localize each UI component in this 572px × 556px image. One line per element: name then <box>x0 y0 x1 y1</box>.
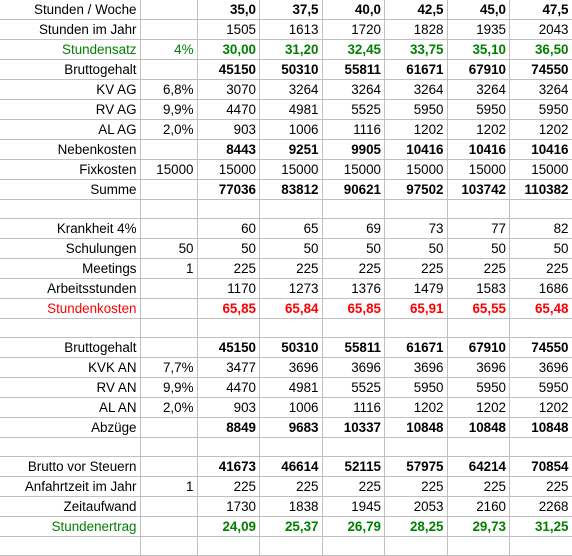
value-cell[interactable]: 26,79 <box>322 517 385 537</box>
table-row <box>0 180 572 200</box>
value-cell[interactable]: 3696 <box>385 358 448 378</box>
value-cell[interactable]: 5950 <box>510 378 572 398</box>
value-cell[interactable]: 65,55 <box>447 299 510 319</box>
value-cell[interactable]: 1505 <box>197 20 260 40</box>
value-cell[interactable]: 83812 <box>260 180 323 200</box>
parameter-cell[interactable]: 1 <box>140 259 197 279</box>
value-cell[interactable]: 225 <box>322 259 385 279</box>
value-cell[interactable]: 225 <box>447 477 510 497</box>
value-cell[interactable]: 45150 <box>197 338 260 358</box>
value-cell[interactable]: 1613 <box>260 20 323 40</box>
value-cell[interactable]: 5525 <box>322 378 385 398</box>
value-cell[interactable]: 10416 <box>385 140 448 160</box>
value-cell[interactable]: 1686 <box>510 279 572 299</box>
parameter-cell[interactable] <box>140 517 197 537</box>
value-cell[interactable]: 1202 <box>447 398 510 418</box>
table-row <box>0 398 572 418</box>
table-row <box>0 358 572 378</box>
table-row <box>0 378 572 398</box>
value-cell[interactable]: 65,85 <box>322 299 385 319</box>
value-cell[interactable]: 50 <box>447 239 510 259</box>
value-cell[interactable]: 5525 <box>322 100 385 120</box>
value-cell[interactable]: 103742 <box>447 180 510 200</box>
value-cell[interactable]: 73 <box>385 219 448 239</box>
value-cell[interactable]: 4470 <box>197 100 260 120</box>
empty-cell[interactable] <box>140 200 197 219</box>
value-cell[interactable]: 37,5 <box>260 0 323 20</box>
parameter-cell[interactable]: 15000 <box>140 160 197 180</box>
empty-cell[interactable] <box>0 200 140 219</box>
value-cell[interactable]: 3070 <box>197 80 260 100</box>
value-cell[interactable]: 225 <box>322 477 385 497</box>
empty-cell[interactable] <box>510 200 572 219</box>
parameter-cell[interactable] <box>140 0 197 20</box>
value-cell[interactable]: 40,0 <box>322 0 385 20</box>
value-cell[interactable]: 25,37 <box>260 517 323 537</box>
value-cell[interactable]: 31,25 <box>510 517 572 537</box>
value-cell[interactable]: 10416 <box>447 140 510 160</box>
parameter-cell[interactable]: 7,7% <box>140 358 197 378</box>
value-cell[interactable]: 3264 <box>447 80 510 100</box>
parameter-cell[interactable]: 1 <box>140 477 197 497</box>
parameter-cell[interactable] <box>140 20 197 40</box>
value-cell[interactable]: 29,73 <box>447 517 510 537</box>
row-label-cell[interactable]: Bruttogehalt <box>0 60 140 80</box>
value-cell[interactable]: 36,50 <box>510 40 572 60</box>
empty-cell[interactable] <box>385 537 448 556</box>
value-cell[interactable]: 50310 <box>260 338 323 358</box>
empty-cell[interactable] <box>322 537 385 556</box>
value-cell[interactable]: 50 <box>197 239 260 259</box>
value-cell[interactable]: 50 <box>510 239 572 259</box>
row-label-cell[interactable]: Stundenkosten <box>0 299 140 319</box>
empty-cell[interactable] <box>510 319 572 338</box>
parameter-cell[interactable] <box>140 60 197 80</box>
empty-cell[interactable] <box>510 537 572 556</box>
value-cell[interactable]: 35,10 <box>447 40 510 60</box>
row-label-cell[interactable]: Zeitaufwand <box>0 497 140 517</box>
row-label-cell[interactable]: Nebenkosten <box>0 140 140 160</box>
empty-cell[interactable] <box>260 200 323 219</box>
value-cell[interactable]: 55811 <box>322 338 385 358</box>
spacer-row <box>0 319 572 338</box>
value-cell[interactable]: 10848 <box>385 418 448 438</box>
empty-cell[interactable] <box>140 537 197 556</box>
row-label-cell[interactable]: Bruttogehalt <box>0 338 140 358</box>
parameter-cell[interactable]: 2,0% <box>140 398 197 418</box>
table-row <box>0 418 572 438</box>
row-label-cell[interactable]: Brutto vor Steuern <box>0 457 140 477</box>
empty-cell[interactable] <box>140 438 197 457</box>
value-cell[interactable]: 67910 <box>447 338 510 358</box>
row-label-cell[interactable]: KVK AN <box>0 358 140 378</box>
value-cell[interactable]: 4981 <box>260 378 323 398</box>
value-cell[interactable]: 74550 <box>510 338 572 358</box>
value-cell[interactable]: 225 <box>385 259 448 279</box>
value-cell[interactable]: 903 <box>197 398 260 418</box>
value-cell[interactable]: 61671 <box>385 338 448 358</box>
value-cell[interactable]: 65,85 <box>197 299 260 319</box>
value-cell[interactable]: 1116 <box>322 120 385 140</box>
parameter-cell[interactable]: 4% <box>140 40 197 60</box>
value-cell[interactable]: 82 <box>510 219 572 239</box>
parameter-cell[interactable] <box>140 497 197 517</box>
parameter-cell[interactable] <box>140 418 197 438</box>
row-label-cell[interactable]: Krankheit 4% <box>0 219 140 239</box>
value-cell[interactable]: 15000 <box>510 160 572 180</box>
empty-cell[interactable] <box>510 438 572 457</box>
value-cell[interactable]: 3264 <box>322 80 385 100</box>
value-cell[interactable]: 1202 <box>510 120 572 140</box>
value-cell[interactable]: 1273 <box>260 279 323 299</box>
value-cell[interactable]: 50310 <box>260 60 323 80</box>
empty-cell[interactable] <box>322 200 385 219</box>
empty-cell[interactable] <box>197 319 260 338</box>
value-cell[interactable]: 1479 <box>385 279 448 299</box>
value-cell[interactable]: 903 <box>197 120 260 140</box>
row-label-cell[interactable]: AL AN <box>0 398 140 418</box>
value-cell[interactable]: 67910 <box>447 60 510 80</box>
table-row <box>0 100 572 120</box>
parameter-cell[interactable] <box>140 180 197 200</box>
value-cell[interactable]: 5950 <box>385 100 448 120</box>
row-label-cell[interactable]: Abzüge <box>0 418 140 438</box>
value-cell[interactable]: 1202 <box>385 398 448 418</box>
value-cell[interactable]: 69 <box>322 219 385 239</box>
value-cell[interactable]: 225 <box>197 477 260 497</box>
empty-cell[interactable] <box>322 438 385 457</box>
row-label-cell[interactable]: Stundenertrag <box>0 517 140 537</box>
empty-cell[interactable] <box>385 200 448 219</box>
value-cell[interactable]: 65,84 <box>260 299 323 319</box>
value-cell[interactable]: 3696 <box>260 358 323 378</box>
value-cell[interactable]: 1116 <box>322 398 385 418</box>
parameter-cell[interactable]: 9,9% <box>140 100 197 120</box>
value-cell[interactable]: 2268 <box>510 497 572 517</box>
value-cell[interactable]: 225 <box>510 259 572 279</box>
value-cell[interactable]: 31,20 <box>260 40 323 60</box>
table-row <box>0 140 572 160</box>
row-label-cell[interactable]: Arbeitsstunden <box>0 279 140 299</box>
value-cell[interactable]: 77036 <box>197 180 260 200</box>
value-cell[interactable]: 15000 <box>322 160 385 180</box>
empty-cell[interactable] <box>197 438 260 457</box>
value-cell[interactable]: 5950 <box>447 100 510 120</box>
value-cell[interactable]: 10848 <box>510 418 572 438</box>
value-cell[interactable]: 65,91 <box>385 299 448 319</box>
value-cell[interactable]: 64214 <box>447 457 510 477</box>
value-cell[interactable]: 15000 <box>447 160 510 180</box>
value-cell[interactable]: 74550 <box>510 60 572 80</box>
value-cell[interactable]: 3696 <box>510 358 572 378</box>
table-row <box>0 279 572 299</box>
value-cell[interactable]: 3696 <box>322 358 385 378</box>
table-row <box>0 338 572 358</box>
empty-cell[interactable] <box>0 319 140 338</box>
spacer-row <box>0 438 572 457</box>
empty-cell[interactable] <box>260 537 323 556</box>
value-cell[interactable]: 60 <box>197 219 260 239</box>
value-cell[interactable]: 2053 <box>385 497 448 517</box>
value-cell[interactable]: 28,25 <box>385 517 448 537</box>
table-row <box>0 20 572 40</box>
empty-cell[interactable] <box>447 200 510 219</box>
table-row <box>0 457 572 477</box>
value-cell[interactable]: 90621 <box>322 180 385 200</box>
row-label-cell[interactable]: Anfahrtzeit im Jahr <box>0 477 140 497</box>
value-cell[interactable]: 1202 <box>510 398 572 418</box>
value-cell[interactable]: 110382 <box>510 180 572 200</box>
value-cell[interactable]: 1202 <box>447 120 510 140</box>
value-cell[interactable]: 50 <box>385 239 448 259</box>
parameter-cell[interactable]: 50 <box>140 239 197 259</box>
value-cell[interactable]: 3477 <box>197 358 260 378</box>
table-row <box>0 160 572 180</box>
value-cell[interactable]: 3264 <box>260 80 323 100</box>
table-row <box>0 259 572 279</box>
value-cell[interactable]: 97502 <box>385 180 448 200</box>
table-row <box>0 120 572 140</box>
value-cell[interactable]: 41673 <box>197 457 260 477</box>
value-cell[interactable]: 9251 <box>260 140 323 160</box>
value-cell[interactable]: 1935 <box>447 20 510 40</box>
empty-cell[interactable] <box>385 438 448 457</box>
value-cell[interactable]: 15000 <box>260 160 323 180</box>
row-label-cell[interactable]: RV AN <box>0 378 140 398</box>
value-cell[interactable]: 42,5 <box>385 0 448 20</box>
row-label-cell[interactable]: Stunden / Woche <box>0 0 140 20</box>
row-label-cell[interactable]: Stundensatz <box>0 40 140 60</box>
value-cell[interactable]: 1583 <box>447 279 510 299</box>
value-cell[interactable]: 5950 <box>510 100 572 120</box>
value-cell[interactable]: 10416 <box>510 140 572 160</box>
row-label-cell[interactable]: Fixkosten <box>0 160 140 180</box>
empty-cell[interactable] <box>0 537 140 556</box>
spacer-row <box>0 537 572 556</box>
row-label-cell[interactable]: Meetings <box>0 259 140 279</box>
value-cell[interactable]: 50 <box>260 239 323 259</box>
empty-cell[interactable] <box>322 319 385 338</box>
row-label-cell[interactable]: Stunden im Jahr <box>0 20 140 40</box>
value-cell[interactable]: 2043 <box>510 20 572 40</box>
row-label-cell[interactable]: AL AG <box>0 120 140 140</box>
parameter-cell[interactable] <box>140 338 197 358</box>
parameter-cell[interactable] <box>140 279 197 299</box>
value-cell[interactable]: 15000 <box>197 160 260 180</box>
value-cell[interactable]: 1838 <box>260 497 323 517</box>
value-cell[interactable]: 9905 <box>322 140 385 160</box>
table-row <box>0 219 572 239</box>
parameter-cell[interactable] <box>140 457 197 477</box>
value-cell[interactable]: 65 <box>260 219 323 239</box>
table-row <box>0 517 572 537</box>
value-cell[interactable]: 65,48 <box>510 299 572 319</box>
value-cell[interactable]: 35,0 <box>197 0 260 20</box>
value-cell[interactable]: 1730 <box>197 497 260 517</box>
value-cell[interactable]: 3264 <box>385 80 448 100</box>
value-cell[interactable]: 1828 <box>385 20 448 40</box>
parameter-cell[interactable] <box>140 219 197 239</box>
value-cell[interactable]: 2160 <box>447 497 510 517</box>
value-cell[interactable]: 1720 <box>322 20 385 40</box>
value-cell[interactable]: 1006 <box>260 398 323 418</box>
value-cell[interactable]: 1006 <box>260 120 323 140</box>
value-cell[interactable]: 45,0 <box>447 0 510 20</box>
table-row <box>0 80 572 100</box>
value-cell[interactable]: 32,45 <box>322 40 385 60</box>
value-cell[interactable]: 57975 <box>385 457 448 477</box>
table-row <box>0 497 572 517</box>
value-cell[interactable]: 8443 <box>197 140 260 160</box>
value-cell[interactable]: 3264 <box>510 80 572 100</box>
empty-cell[interactable] <box>447 438 510 457</box>
value-cell[interactable]: 10337 <box>322 418 385 438</box>
value-cell[interactable]: 1170 <box>197 279 260 299</box>
value-cell[interactable]: 4470 <box>197 378 260 398</box>
empty-cell[interactable] <box>197 537 260 556</box>
empty-cell[interactable] <box>447 537 510 556</box>
value-cell[interactable]: 225 <box>447 259 510 279</box>
value-cell[interactable]: 55811 <box>322 60 385 80</box>
parameter-cell[interactable] <box>140 140 197 160</box>
table-row <box>0 239 572 259</box>
table-row <box>0 299 572 319</box>
value-cell[interactable]: 4981 <box>260 100 323 120</box>
parameter-cell[interactable]: 6,8% <box>140 80 197 100</box>
value-cell[interactable]: 225 <box>385 477 448 497</box>
row-label-cell[interactable]: Schulungen <box>0 239 140 259</box>
value-cell[interactable]: 5950 <box>447 378 510 398</box>
table-row <box>0 0 572 20</box>
empty-cell[interactable] <box>447 319 510 338</box>
value-cell[interactable]: 52115 <box>322 457 385 477</box>
empty-cell[interactable] <box>140 319 197 338</box>
value-cell[interactable]: 61671 <box>385 60 448 80</box>
value-cell[interactable]: 225 <box>260 477 323 497</box>
value-cell[interactable]: 33,75 <box>385 40 448 60</box>
spacer-row <box>0 200 572 219</box>
value-cell[interactable]: 15000 <box>385 160 448 180</box>
table-row <box>0 477 572 497</box>
value-cell[interactable]: 9683 <box>260 418 323 438</box>
value-cell[interactable]: 1945 <box>322 497 385 517</box>
value-cell[interactable]: 1376 <box>322 279 385 299</box>
row-label-cell[interactable]: KV AG <box>0 80 140 100</box>
row-label-cell[interactable]: RV AG <box>0 100 140 120</box>
value-cell[interactable]: 77 <box>447 219 510 239</box>
value-cell[interactable]: 225 <box>197 259 260 279</box>
value-cell[interactable]: 225 <box>510 477 572 497</box>
value-cell[interactable]: 45150 <box>197 60 260 80</box>
empty-cell[interactable] <box>260 319 323 338</box>
value-cell[interactable]: 50 <box>322 239 385 259</box>
empty-cell[interactable] <box>260 438 323 457</box>
value-cell[interactable]: 30,00 <box>197 40 260 60</box>
table-row <box>0 40 572 60</box>
empty-cell[interactable] <box>385 319 448 338</box>
value-cell[interactable]: 24,09 <box>197 517 260 537</box>
parameter-cell[interactable]: 2,0% <box>140 120 197 140</box>
value-cell[interactable]: 8849 <box>197 418 260 438</box>
value-cell[interactable]: 70854 <box>510 457 572 477</box>
row-label-cell[interactable]: Summe <box>0 180 140 200</box>
parameter-cell[interactable]: 9,9% <box>140 378 197 398</box>
value-cell[interactable]: 3696 <box>447 358 510 378</box>
value-cell[interactable]: 46614 <box>260 457 323 477</box>
value-cell[interactable]: 47,5 <box>510 0 572 20</box>
empty-cell[interactable] <box>197 200 260 219</box>
table-row <box>0 60 572 80</box>
value-cell[interactable]: 10848 <box>447 418 510 438</box>
value-cell[interactable]: 225 <box>260 259 323 279</box>
empty-cell[interactable] <box>0 438 140 457</box>
value-cell[interactable]: 1202 <box>385 120 448 140</box>
value-cell[interactable]: 5950 <box>385 378 448 398</box>
parameter-cell[interactable] <box>140 299 197 319</box>
